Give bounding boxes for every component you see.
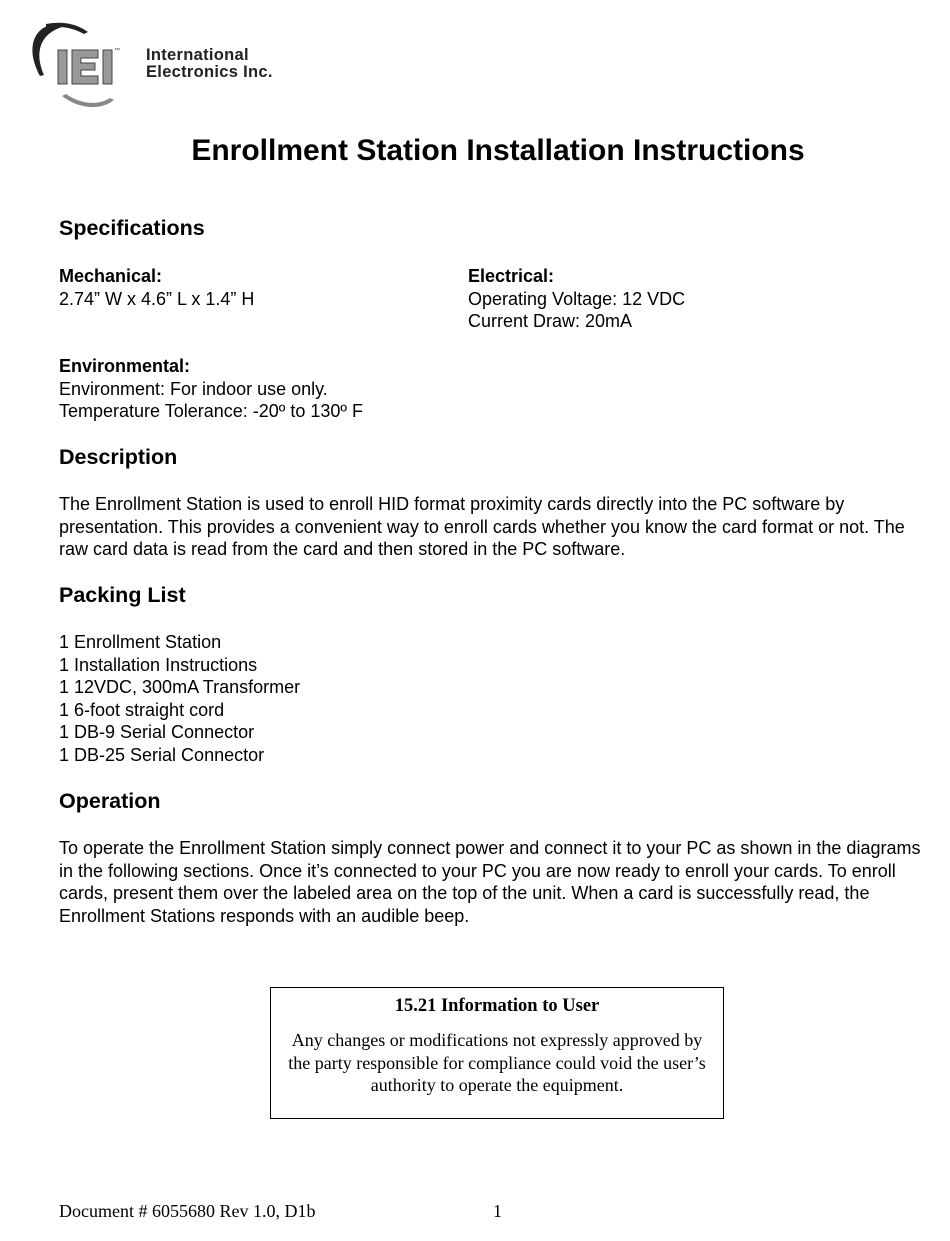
svg-text:™: ™ (114, 48, 120, 54)
company-name (146, 47, 273, 81)
environmental-label: Environmental: (59, 356, 191, 376)
electrical-spec (468, 265, 685, 333)
notice-text: Any changes or modifications not expressly approved by the party responsible for compliance could void the user’s authority to operate the equipment. (288, 1030, 706, 1095)
mechanical-spec (59, 265, 254, 310)
description-heading: Description (59, 445, 178, 469)
operation-text: To operate the Enrollment Station simply connect power and connect it to your PC as shown in the diagrams in the following sections. Once it’s connected to your PC you are now ready to enroll your cards. To enroll cards, present them over the labeled area on the top of the unit. When a card is successfully read, the Enrollment Stations responds with an audible beep. (59, 838, 921, 926)
operation-heading: Operation (59, 789, 161, 813)
fcc-notice-box (270, 987, 724, 1119)
company-line-1: International (146, 46, 249, 64)
mechanical-line: 2.74” W x 4.6” L x 1.4” H (59, 288, 255, 309)
page-title: Enrollment Station Installation Instructions (191, 134, 805, 167)
list-item: 1 6-foot straight cord (59, 699, 225, 720)
specifications-heading: Specifications (59, 216, 205, 240)
company-line-2: Electronics Inc. (146, 63, 273, 81)
list-item: 1 Installation Instructions (59, 654, 258, 675)
notice-title: 15.21 Information to User (394, 996, 600, 1016)
page-number: 1 (493, 1201, 502, 1221)
packing-list-heading: Packing List (59, 583, 186, 607)
environmental-spec (59, 355, 363, 423)
iei-logo (26, 20, 141, 117)
electrical-line: Operating Voltage: 12 VDC (468, 288, 686, 309)
electrical-line: Current Draw: 20mA (468, 311, 633, 331)
list-item: 1 12VDC, 300mA Transformer (59, 677, 301, 697)
document-number: Document # 6055680 Rev 1.0, D1b (59, 1201, 316, 1221)
list-item: 1 DB-9 Serial Connector (59, 722, 255, 742)
environmental-line: Environment: For indoor use only. (59, 378, 328, 399)
environmental-line: Temperature Tolerance: -20º to 130º F (59, 401, 363, 421)
electrical-label: Electrical: (468, 266, 555, 286)
list-item: 1 DB-25 Serial Connector (59, 744, 265, 765)
mechanical-label: Mechanical: (59, 266, 163, 286)
list-item: 1 Enrollment Station (59, 632, 222, 652)
packing-list (59, 631, 300, 766)
description-text: The Enrollment Station is used to enroll HID format proximity cards directly into the PC software by presentation. This provides a convenient way to enroll cards whether you know the card format or not. The raw card data is read from the card and then stored in the PC software. (59, 494, 905, 559)
